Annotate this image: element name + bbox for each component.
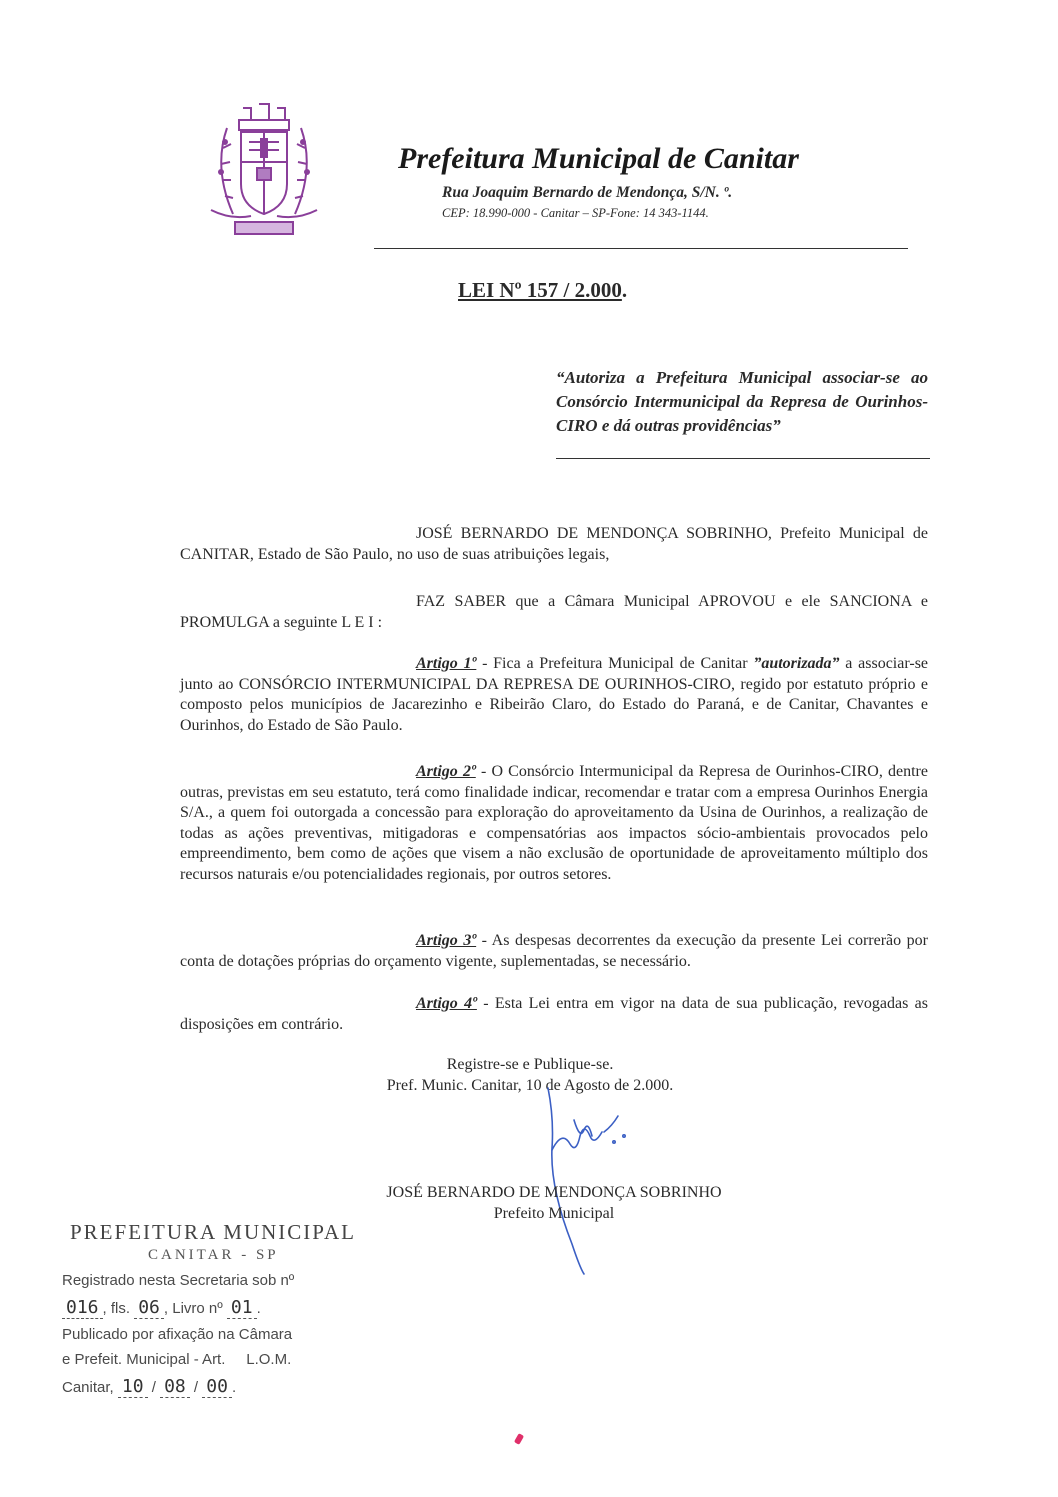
article-3-label: Artigo 3º [416, 932, 477, 949]
article-2-label: Artigo 2º [416, 763, 476, 780]
stamp-livro: 01 [227, 1297, 257, 1319]
stamp-date-label: Canitar, [62, 1379, 114, 1396]
signatory-role: Prefeito Municipal [493, 1205, 615, 1222]
law-number-text: LEI Nº 157 / 2.000 [458, 278, 622, 302]
ementa-underline [556, 458, 930, 459]
stamp-date: Canitar, 10 / 08 / 00 . [62, 1376, 237, 1397]
register-publish: Registre-se e Publique-se. [446, 1056, 614, 1073]
article-1-text-post: a associar-se junto ao CONSÓRCIO INTERMUNICIPAL DA REPRESA DE OURINHOS-CIRO, regido por estatuto próprio e composto pelos municípios de Jacarezinho e Ribeirão Claro, do Estado do Paraná, e de Canitar, Chavantes e Ourinhos, do Estado de São Paulo. [180, 655, 929, 734]
municipal-crest-icon [205, 98, 323, 250]
article-4 [180, 994, 928, 1035]
article-1-text-pre: - Fica a Prefeitura Municipal de Canitar [476, 655, 754, 672]
article-1-emphasis: ”autorizada” [753, 655, 840, 672]
article-1 [180, 654, 928, 736]
handwritten-signature-icon [530, 1080, 640, 1280]
article-3 [180, 931, 928, 972]
article-2-text: - O Consórcio Intermunicipal da Represa de Ourinhos-CIRO, dentre outras, previstas em seu estatuto, terá como finalidade indicar, recomendar e tratar com a empresa Ourinhos Energia S/A., a quem foi outorgada a concessão para exploração do aproveitamento da Usina de Ourinhos, a realização de todas as ações preventivas, mitigadoras e compensatórias aos impactos sócio-ambientais provocados pelo empreendimento, bem como de ações que visem a não exclusão de oportunidade de aproveitamento múltiplo dos recursos naturais e/ou potencialidades regionais, por outros setores. [180, 763, 928, 883]
stamp-reg-number: 016 [62, 1297, 103, 1319]
stamp-livro-label: , Livro nº [163, 1300, 223, 1317]
faz-saber-paragraph: FAZ SABER que a Câmara Municipal APROVOU e ele SANCIONA e PROMULGA a seguinte L E I : [180, 593, 928, 631]
ementa: “Autoriza a Prefeitura Municipal associar-se ao Consórcio Intermunicipal da Represa de Ourinhos-CIRO e dá outras providências” [556, 368, 928, 435]
stamp-date-day: 10 [118, 1376, 148, 1398]
header-divider [374, 248, 908, 249]
stamp-city: CANITAR - SP [148, 1247, 279, 1263]
law-number: LEI Nº 157 / 2.000. [458, 278, 628, 302]
stamp-registered: Registrado nesta Secretaria sob nº [62, 1272, 295, 1289]
article-4-text: - Esta Lei entra em vigor na data de sua publicação, revogadas as disposições em contrário. [180, 995, 928, 1033]
article-2 [180, 762, 928, 885]
stamp-article: e Prefeit. Municipal - Art. L.O.M. [62, 1351, 292, 1368]
intro-paragraph: JOSÉ BERNARDO DE MENDONÇA SOBRINHO, Prefeito Municipal de CANITAR, Estado de São Paulo, no uso de suas atribuições legais, [180, 525, 928, 563]
ink-mark [514, 1433, 524, 1445]
place-date: Pref. Munic. Canitar, 10 de Agosto de 2.000. [386, 1077, 674, 1094]
page-title: Prefeitura Municipal de Canitar [398, 142, 799, 175]
article-1-label: Artigo 1º [416, 655, 477, 672]
article-4-label: Artigo 4º [416, 995, 477, 1012]
address-line-1: Rua Joaquim Bernardo de Mendonça, S/N. º. [442, 184, 733, 201]
stamp-date-year: 00 [202, 1376, 232, 1398]
signatory-name: JOSÉ BERNARDO DE MENDONÇA SOBRINHO [386, 1184, 722, 1201]
address-line-2: CEP: 18.990-000 - Canitar – SP-Fone: 14 343-1144. [442, 206, 709, 220]
registration-stamp [62, 1220, 392, 1397]
stamp-fls: 06 [134, 1297, 164, 1319]
stamp-fls-label: , fls. [102, 1300, 131, 1317]
stamp-title: PREFEITURA MUNICIPAL [70, 1220, 357, 1244]
article-3-text: - As despesas decorrentes da execução da presente Lei correrão por conta de dotações próprias do orçamento vigente, suplementadas, se necessário. [180, 932, 928, 970]
stamp-published: Publicado por afixação na Câmara [62, 1326, 293, 1343]
stamp-register-details: 016 , fls. 06 , Livro nº 01 . [62, 1297, 392, 1318]
stamp-date-month: 08 [160, 1376, 190, 1398]
